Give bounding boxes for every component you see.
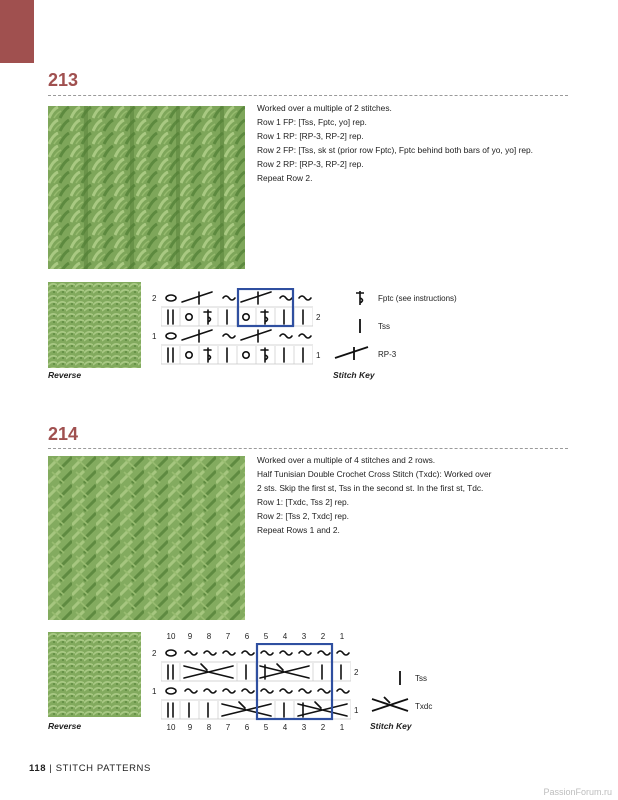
column-number: 8 — [206, 632, 212, 641]
chart-214-row-label: 1 — [354, 706, 359, 715]
key-213-tss-label: Tss — [378, 322, 390, 331]
chart-213-row-label: 1 — [152, 332, 157, 341]
chart-213-row-label: 2 — [316, 313, 321, 322]
pattern-213-line: Repeat Row 2. — [257, 173, 313, 183]
column-number: 2 — [320, 723, 326, 732]
pattern-213-instructions — [257, 101, 567, 185]
pattern-214-stitch-key-caption: Stitch Key — [370, 721, 412, 731]
column-number: 7 — [225, 723, 231, 732]
column-number: 4 — [282, 632, 288, 641]
column-number: 7 — [225, 632, 231, 641]
column-number: 6 — [244, 632, 250, 641]
column-number: 9 — [187, 723, 193, 732]
pattern-214-reverse-photo — [48, 632, 141, 717]
chart-213-row-label: 2 — [152, 294, 157, 303]
footer-separator: | — [49, 763, 53, 774]
pattern-213-reverse-caption: Reverse — [48, 370, 82, 380]
pattern-214-swatch-photo — [48, 456, 245, 620]
txdc-symbol-icon — [370, 696, 410, 714]
pattern-214-chart — [161, 643, 351, 721]
pattern-213-swatch-photo — [48, 106, 245, 269]
column-number: 8 — [206, 723, 212, 732]
column-number: 3 — [301, 723, 307, 732]
pattern-213-chart — [161, 288, 313, 366]
key-214-tss-label: Tss — [415, 674, 427, 683]
key-213-rp3-label: RP-3 — [378, 350, 397, 359]
pattern-214-reverse-caption: Reverse — [48, 721, 82, 731]
column-number: 1 — [339, 723, 345, 732]
pattern-214-number: 214 — [48, 424, 79, 444]
fptc-symbol-icon — [352, 289, 368, 307]
pattern-213-stitch-key-caption: Stitch Key — [333, 370, 375, 380]
column-number: 3 — [301, 632, 307, 641]
pattern-213-line: Worked over a multiple of 2 stitches. — [257, 103, 392, 113]
column-number: 5 — [263, 723, 269, 732]
column-number: 9 — [187, 632, 193, 641]
pattern-213-number: 213 — [48, 70, 79, 90]
pattern-213-line: Row 1 FP: [Tss, Fptc, yo] rep. — [257, 117, 367, 127]
pattern-214-line: Half Tunisian Double Crochet Cross Stitch (Txdc): Worked over — [257, 469, 492, 479]
rp3-symbol-icon — [332, 344, 372, 362]
column-number: 1 — [339, 632, 345, 641]
key-213-fptc-label: Fptc (see instructions) — [378, 294, 457, 303]
watermark: PassionForum.ru — [543, 787, 612, 797]
column-number: 10 — [166, 632, 176, 641]
column-number: 6 — [244, 723, 250, 732]
tss-symbol-icon — [392, 669, 408, 687]
key-214-txdc-label: Txdc — [415, 702, 433, 711]
column-number: 5 — [263, 632, 269, 641]
pattern-213-reverse-photo — [48, 282, 141, 368]
chapter-tab — [0, 0, 34, 63]
pattern-213-line: Row 1 RP: [RP-3, RP-2] rep. — [257, 131, 364, 141]
pattern-214-instructions — [257, 453, 567, 537]
chart-214-row-label: 1 — [152, 687, 157, 696]
page-footer — [29, 763, 151, 774]
pattern-214-line: Worked over a multiple of 4 stitches and 2 rows. — [257, 455, 436, 465]
pattern-214-rule — [48, 448, 568, 449]
pattern-214-line: Row 1: [Txdc, Tss 2] rep. — [257, 497, 350, 507]
pattern-214-line: Repeat Rows 1 and 2. — [257, 525, 340, 535]
pattern-214-line: 2 sts. Skip the first st, Tss in the second st. In the first st, Tdc. — [257, 483, 484, 493]
pattern-213-line: Row 2 RP: [RP-3, RP-2] rep. — [257, 159, 364, 169]
pattern-213-rule — [48, 95, 568, 96]
chart-213-row-label: 1 — [316, 351, 321, 360]
page-number: 118 — [29, 763, 47, 774]
column-number: 4 — [282, 723, 288, 732]
tss-symbol-icon — [352, 317, 368, 335]
chart-214-row-label: 2 — [354, 668, 359, 677]
chart-214-row-label: 2 — [152, 649, 157, 658]
section-title: STITCH PATTERNS — [55, 763, 151, 774]
column-number: 2 — [320, 632, 326, 641]
column-number: 10 — [166, 723, 176, 732]
pattern-213-line: Row 2 FP: [Tss, sk st (prior row Fptc), Fptc behind both bars of yo, yo] rep. — [257, 145, 534, 155]
pattern-214-line: Row 2: [Tss 2, Txdc] rep. — [257, 511, 350, 521]
